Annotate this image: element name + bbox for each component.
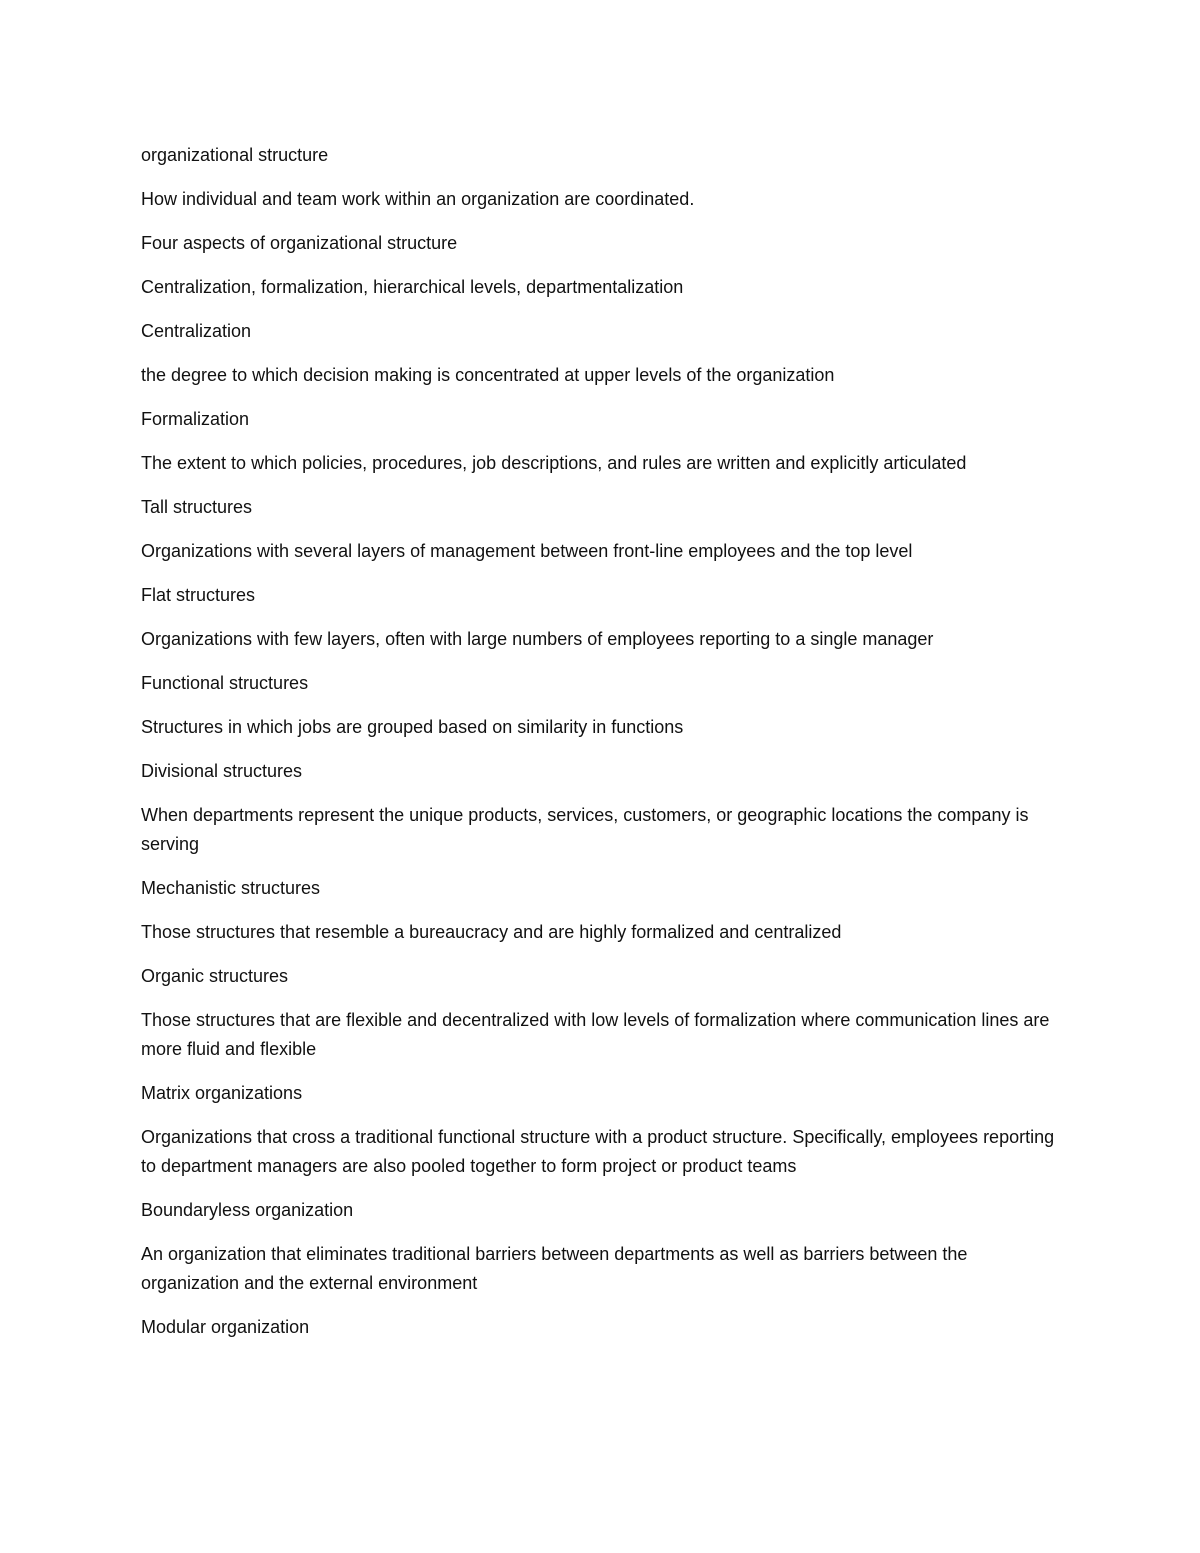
term-organic-structures: Organic structures [141, 966, 289, 986]
term-mechanistic-structures: Mechanistic structures [141, 878, 321, 898]
term-tall-structures: Tall structures [141, 497, 253, 517]
definition-four-aspects: Centralization, formalization, hierarchical levels, departmentalization [141, 277, 684, 297]
definition-functional-structures: Structures in which jobs are grouped based on similarity in functions [141, 717, 684, 737]
term-functional-structures: Functional structures [141, 673, 309, 693]
term-divisional-structures: Divisional structures [141, 761, 303, 781]
definition-tall-structures: Organizations with several layers of management between front-line employees and the top level [141, 541, 913, 561]
definition-mechanistic-structures: Those structures that resemble a bureaucracy and are highly formalized and centralized [141, 922, 842, 942]
term-formalization: Formalization [141, 409, 250, 429]
definition-divisional-structures: When departments represent the unique products, services, customers, or geographic locations the company is serving [141, 805, 1029, 854]
definition-organizational-structure: How individual and team work within an organization are coordinated. [141, 189, 695, 209]
term-organizational-structure: organizational structure [141, 145, 329, 165]
definition-centralization: the degree to which decision making is concentrated at upper levels of the organization [141, 365, 835, 385]
term-matrix-organizations: Matrix organizations [141, 1083, 303, 1103]
term-centralization: Centralization [141, 321, 252, 341]
document-body [141, 141, 1061, 1357]
term-four-aspects: Four aspects of organizational structure [141, 233, 458, 253]
term-flat-structures: Flat structures [141, 585, 256, 605]
term-modular-organization: Modular organization [141, 1317, 310, 1337]
definition-matrix-organizations: Organizations that cross a traditional functional structure with a product structure. Specifically, employees reporting to department managers are also pooled together to form project or product teams [141, 1127, 1055, 1176]
definition-boundaryless-organization: An organization that eliminates traditional barriers between departments as well as barriers between the organization and the external environment [141, 1244, 968, 1293]
definition-flat-structures: Organizations with few layers, often with large numbers of employees reporting to a single manager [141, 629, 934, 649]
definition-formalization: The extent to which policies, procedures, job descriptions, and rules are written and explicitly articulated [141, 453, 967, 473]
term-boundaryless-organization: Boundaryless organization [141, 1200, 354, 1220]
definition-organic-structures: Those structures that are flexible and decentralized with low levels of formalization where communication lines are more fluid and flexible [141, 1010, 1050, 1059]
